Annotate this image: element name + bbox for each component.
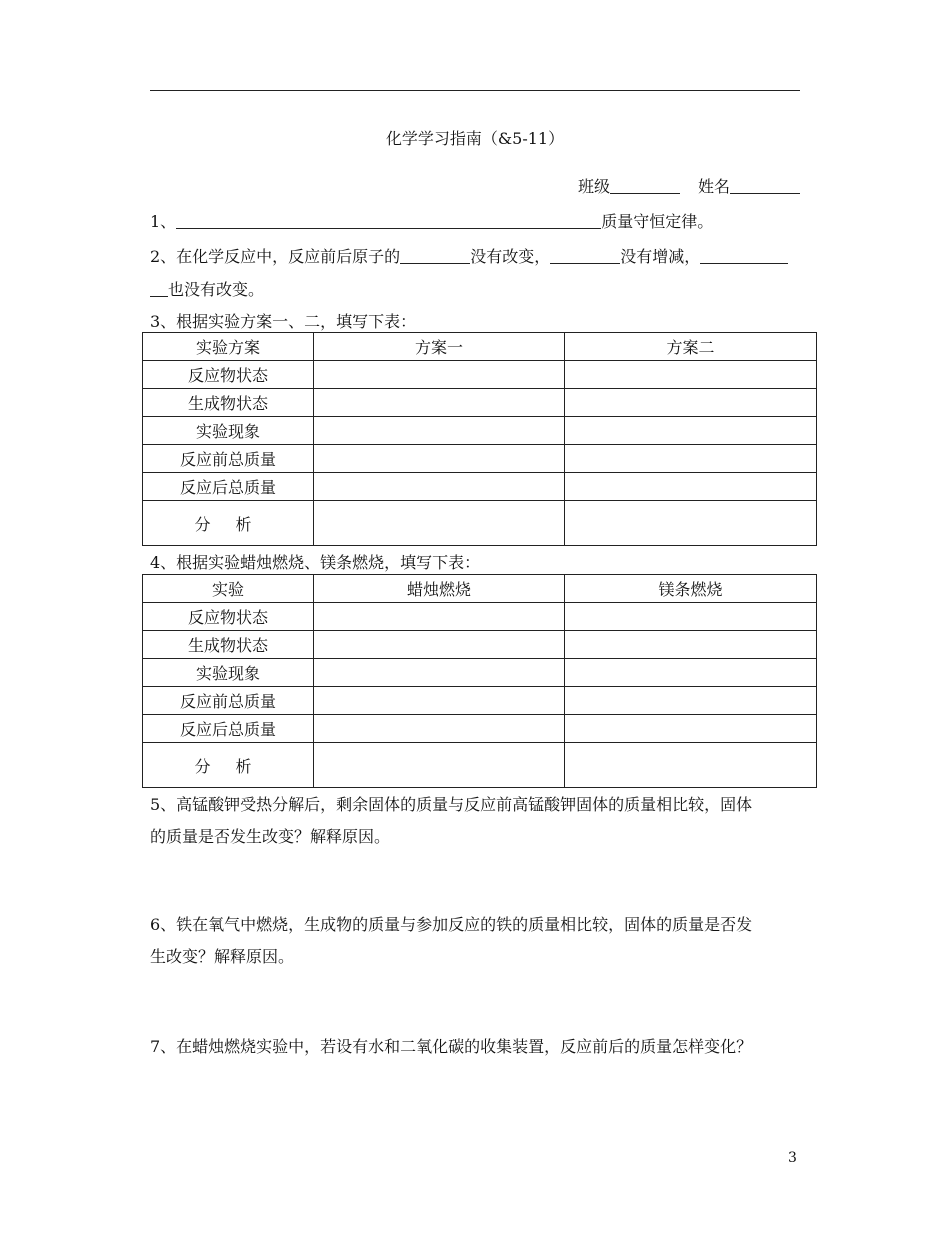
table-row [143,501,817,546]
row-label: 反应物状态 [143,603,314,631]
row-label: 反应前总质量 [143,687,314,715]
row-label: 分 析 [143,501,314,546]
table-header-cell: 蜡烛燃烧 [314,575,565,603]
table-combustion-experiments [142,574,817,788]
answer-cell[interactable] [314,743,565,788]
question-2-blank-2[interactable] [550,247,620,264]
table-row [143,603,817,631]
table-row [143,743,817,788]
row-label: 反应前总质量 [143,445,314,473]
table-experiment-plans [142,332,817,546]
row-label: 反应物状态 [143,361,314,389]
table-row [143,473,817,501]
question-2-blank-1[interactable] [400,247,470,264]
class-blank[interactable] [610,177,680,194]
table-header-cell: 方案二 [565,333,817,361]
table-header-cell: 实验 [143,575,314,603]
answer-cell[interactable] [565,361,817,389]
table-header-cell: 方案一 [314,333,565,361]
question-2 [150,240,800,274]
row-label: 生成物状态 [143,389,314,417]
answer-cell[interactable] [565,715,817,743]
class-label: 班级 [577,177,610,196]
table-row [143,417,817,445]
table-row [143,361,817,389]
student-info-line [578,174,800,197]
table-header-cell: 实验方案 [143,333,314,361]
question-1-suffix: 质量守恒定律。 [601,212,714,231]
answer-cell[interactable] [565,501,817,546]
table-row [143,715,817,743]
answer-cell[interactable] [314,417,565,445]
question-5-line-1: 5、高锰酸钾受热分解后，剩余固体的质量与反应前高锰酸钾固体的质量相比较，固体 [150,795,753,814]
question-1 [150,205,800,239]
question-6-line-2: 生改变？解释原因。 [150,947,295,966]
answer-cell[interactable] [565,473,817,501]
answer-cell[interactable] [314,659,565,687]
table-row [143,687,817,715]
question-2-part-3: 没有增减， [620,247,701,266]
question-2-blank-3-cont[interactable] [150,280,168,297]
name-blank[interactable] [730,177,800,194]
row-label: 反应后总质量 [143,473,314,501]
answer-cell[interactable] [314,389,565,417]
table-row [143,659,817,687]
table-header-row [143,575,817,603]
page-title: 化学学习指南（&5-11） [385,129,565,148]
answer-cell[interactable] [314,501,565,546]
answer-cell[interactable] [565,603,817,631]
answer-cell[interactable] [314,687,565,715]
question-2-part-4: 也没有改变。 [168,280,265,299]
answer-cell[interactable] [565,659,817,687]
table-header-row [143,333,817,361]
question-1-prefix: 1、 [150,212,177,231]
answer-cell[interactable] [565,687,817,715]
answer-cell[interactable] [565,743,817,788]
table-header-cell: 镁条燃烧 [565,575,817,603]
question-2-blank-3[interactable] [700,247,788,264]
question-6-line-1: 6、铁在氧气中燃烧，生成物的质量与参加反应的铁的质量相比较，固体的质量是否发 [150,915,753,934]
page-number: 3 [788,1150,797,1166]
row-label: 分 析 [143,743,314,788]
question-7: 7、在蜡烛燃烧实验中，若设有水和二氧化碳的收集装置，反应前后的质量怎样变化？ [150,1037,753,1056]
table-row [143,445,817,473]
question-1-blank[interactable] [176,212,601,229]
name-label: 姓名 [697,177,730,196]
row-label: 反应后总质量 [143,715,314,743]
answer-cell[interactable] [314,445,565,473]
answer-cell[interactable] [565,445,817,473]
row-label: 实验现象 [143,659,314,687]
answer-cell[interactable] [565,417,817,445]
header-rule [150,90,800,91]
answer-cell[interactable] [565,389,817,417]
answer-cell[interactable] [314,631,565,659]
question-2-prefix: 2、在化学反应中，反应前后原子的 [150,247,401,266]
row-label: 实验现象 [143,417,314,445]
question-5-line-2: 的质量是否发生改变？解释原因。 [150,827,391,846]
answer-cell[interactable] [314,603,565,631]
answer-cell[interactable] [314,361,565,389]
table-row [143,389,817,417]
question-3: 3、根据实验方案一、二，填写下表： [150,312,417,331]
question-2-line-2 [150,273,800,307]
answer-cell[interactable] [314,473,565,501]
question-4: 4、根据实验蜡烛燃烧、镁条燃烧，填写下表： [150,553,481,572]
question-2-part-2: 没有改变， [470,247,551,266]
row-label: 生成物状态 [143,631,314,659]
answer-cell[interactable] [565,631,817,659]
table-row [143,631,817,659]
answer-cell[interactable] [314,715,565,743]
